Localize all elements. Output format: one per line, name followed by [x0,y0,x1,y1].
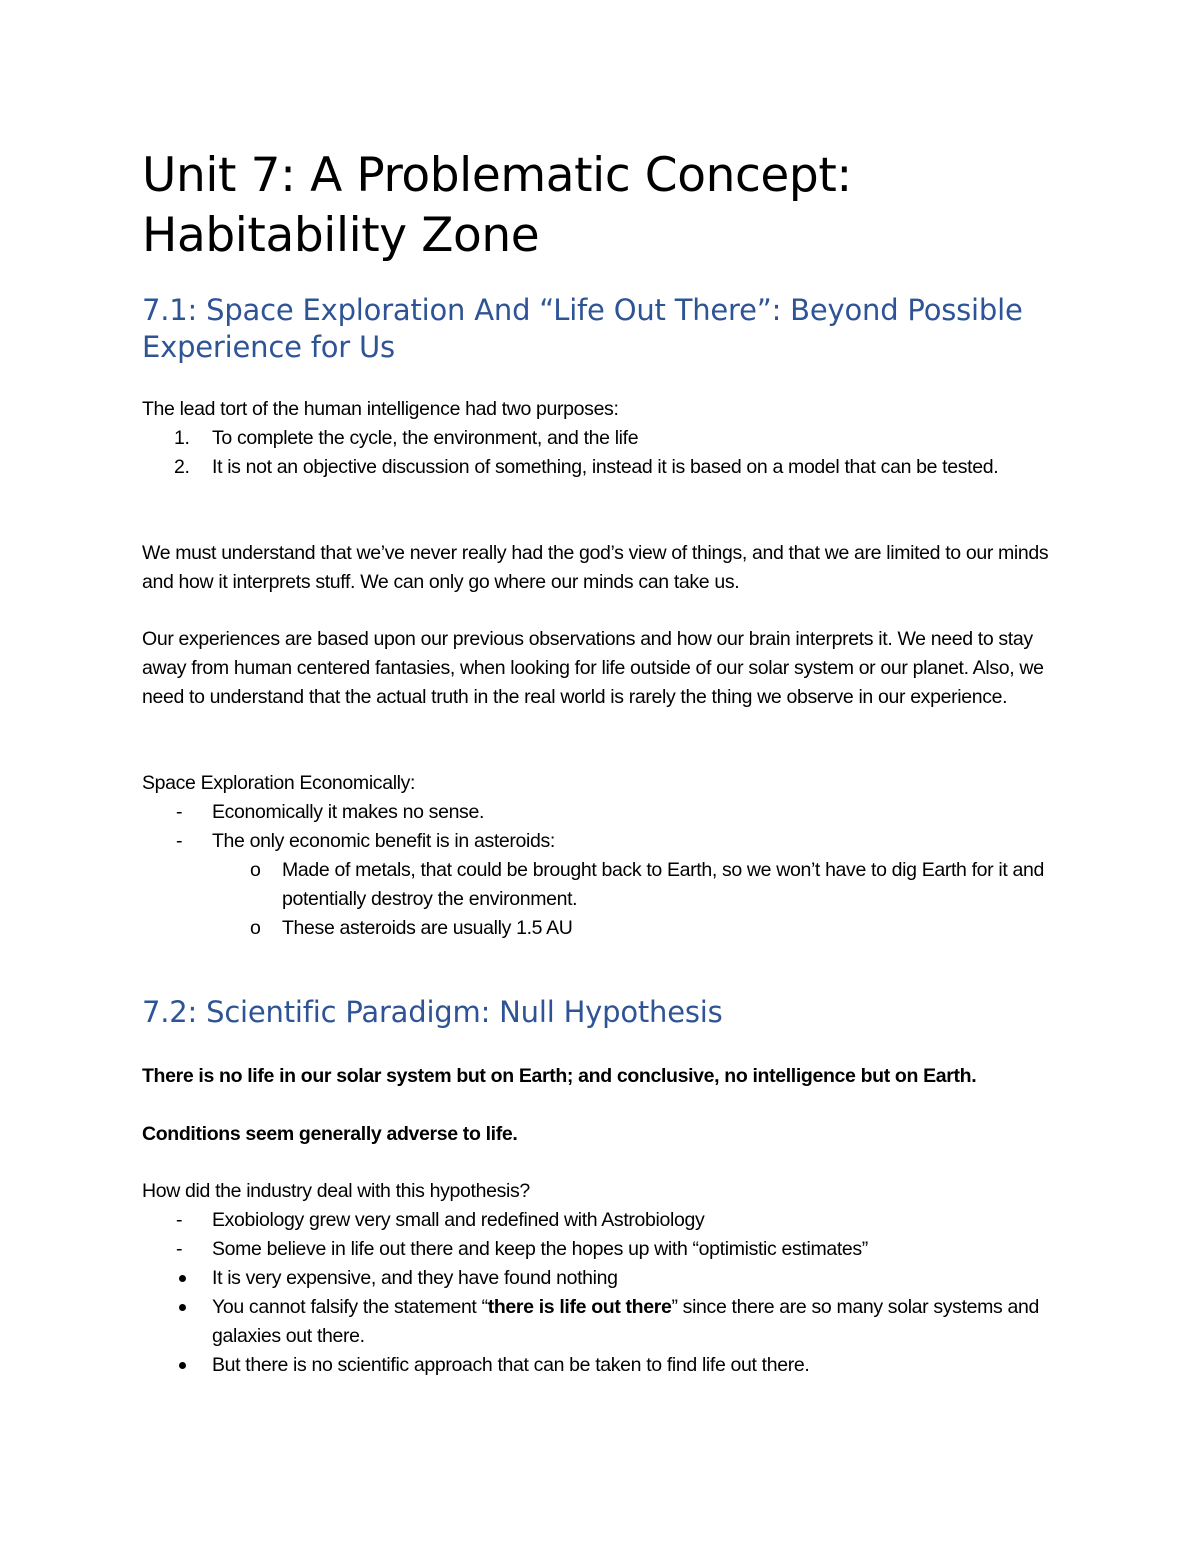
sub-list-item [142,914,1072,943]
list-item-text: These asteroids are usually 1.5 AU [282,917,573,939]
section-heading-7-2: 7.2: Scientific Paradigm: Null Hypothesis [142,995,723,1029]
text-segment: ” since there are so many solar systems and galaxies out there. [212,1296,1039,1347]
economics-list [142,798,1072,943]
section-heading-7-1: 7.1: Space Exploration And “Life Out There”: Beyond Possible Experience for Us [142,293,1023,364]
list-item [142,1293,1072,1351]
list-item [142,424,1072,453]
list-item-text: It is very expensive, and they have found nothing [212,1267,618,1289]
list-item [142,453,1072,482]
bullet-icon [179,1275,186,1282]
null-hypothesis-statement: There is no life in our solar system but on Earth; and conclusive, no intelligence but on Earth. [142,1065,977,1087]
paragraph-gods-view: We must understand that we’ve never really had the god’s view of things, and that we are limited to our minds and how it interprets stuff. We can only go where our minds can take us. [142,542,1049,593]
list-item-text: But there is no scientific approach that can be taken to find life out there. [212,1354,810,1376]
list-item [142,827,1072,856]
list-item-text [212,1296,1039,1347]
list-item-text: Made of metals, that could be brought back to Earth, so we won’t have to dig Earth for it and potentially destroy the environment. [282,859,1044,910]
list-item [142,1351,1072,1380]
list-item [142,798,1072,827]
list-item-text: It is not an objective discussion of something, instead it is based on a model that can be tested. [212,456,999,478]
bullet-icon [179,1362,186,1369]
conditions-statement: Conditions seem generally adverse to life. [142,1123,518,1145]
economics-label: Space Exploration Economically: [142,772,416,794]
list-item [142,1206,1072,1235]
list-item-text: Some believe in life out there and keep the hopes up with “optimistic estimates” [212,1238,868,1260]
dash-marker: - [176,1209,183,1231]
circle-marker: o [250,859,261,881]
purposes-list [142,424,1072,482]
list-item [142,1264,1072,1293]
list-item-text: To complete the cycle, the environment, and the life [212,427,639,449]
industry-question: How did the industry deal with this hypothesis? [142,1180,530,1202]
industry-list [142,1206,1072,1380]
bullet-icon [179,1304,186,1311]
sub-list-item [142,856,1072,914]
dash-marker: - [176,1238,183,1260]
list-item-text: The only economic benefit is in asteroids: [212,830,555,852]
page-title: Unit 7: A Problematic Concept: Habitability Zone [142,148,852,263]
list-number: 1. [174,427,190,449]
dash-marker: - [176,830,183,852]
list-number: 2. [174,456,190,478]
dash-marker: - [176,801,183,823]
list-item-text: Exobiology grew very small and redefined with Astrobiology [212,1209,705,1231]
circle-marker: o [250,917,261,939]
list-item [142,1235,1072,1264]
bold-text-segment: there is life out there [487,1296,672,1318]
list-item-text: Economically it makes no sense. [212,801,485,823]
paragraph-experiences: Our experiences are based upon our previous observations and how our brain interprets it. We need to stay away from human centered fantasies, when looking for life outside of our solar system or our planet. Also, we need to understand that the actual truth in the real world is rarely the thing we observe in our experience. [142,628,1044,708]
text-segment: You cannot falsify the statement “ [212,1296,488,1318]
purposes-intro: The lead tort of the human intelligence had two purposes: [142,398,619,420]
